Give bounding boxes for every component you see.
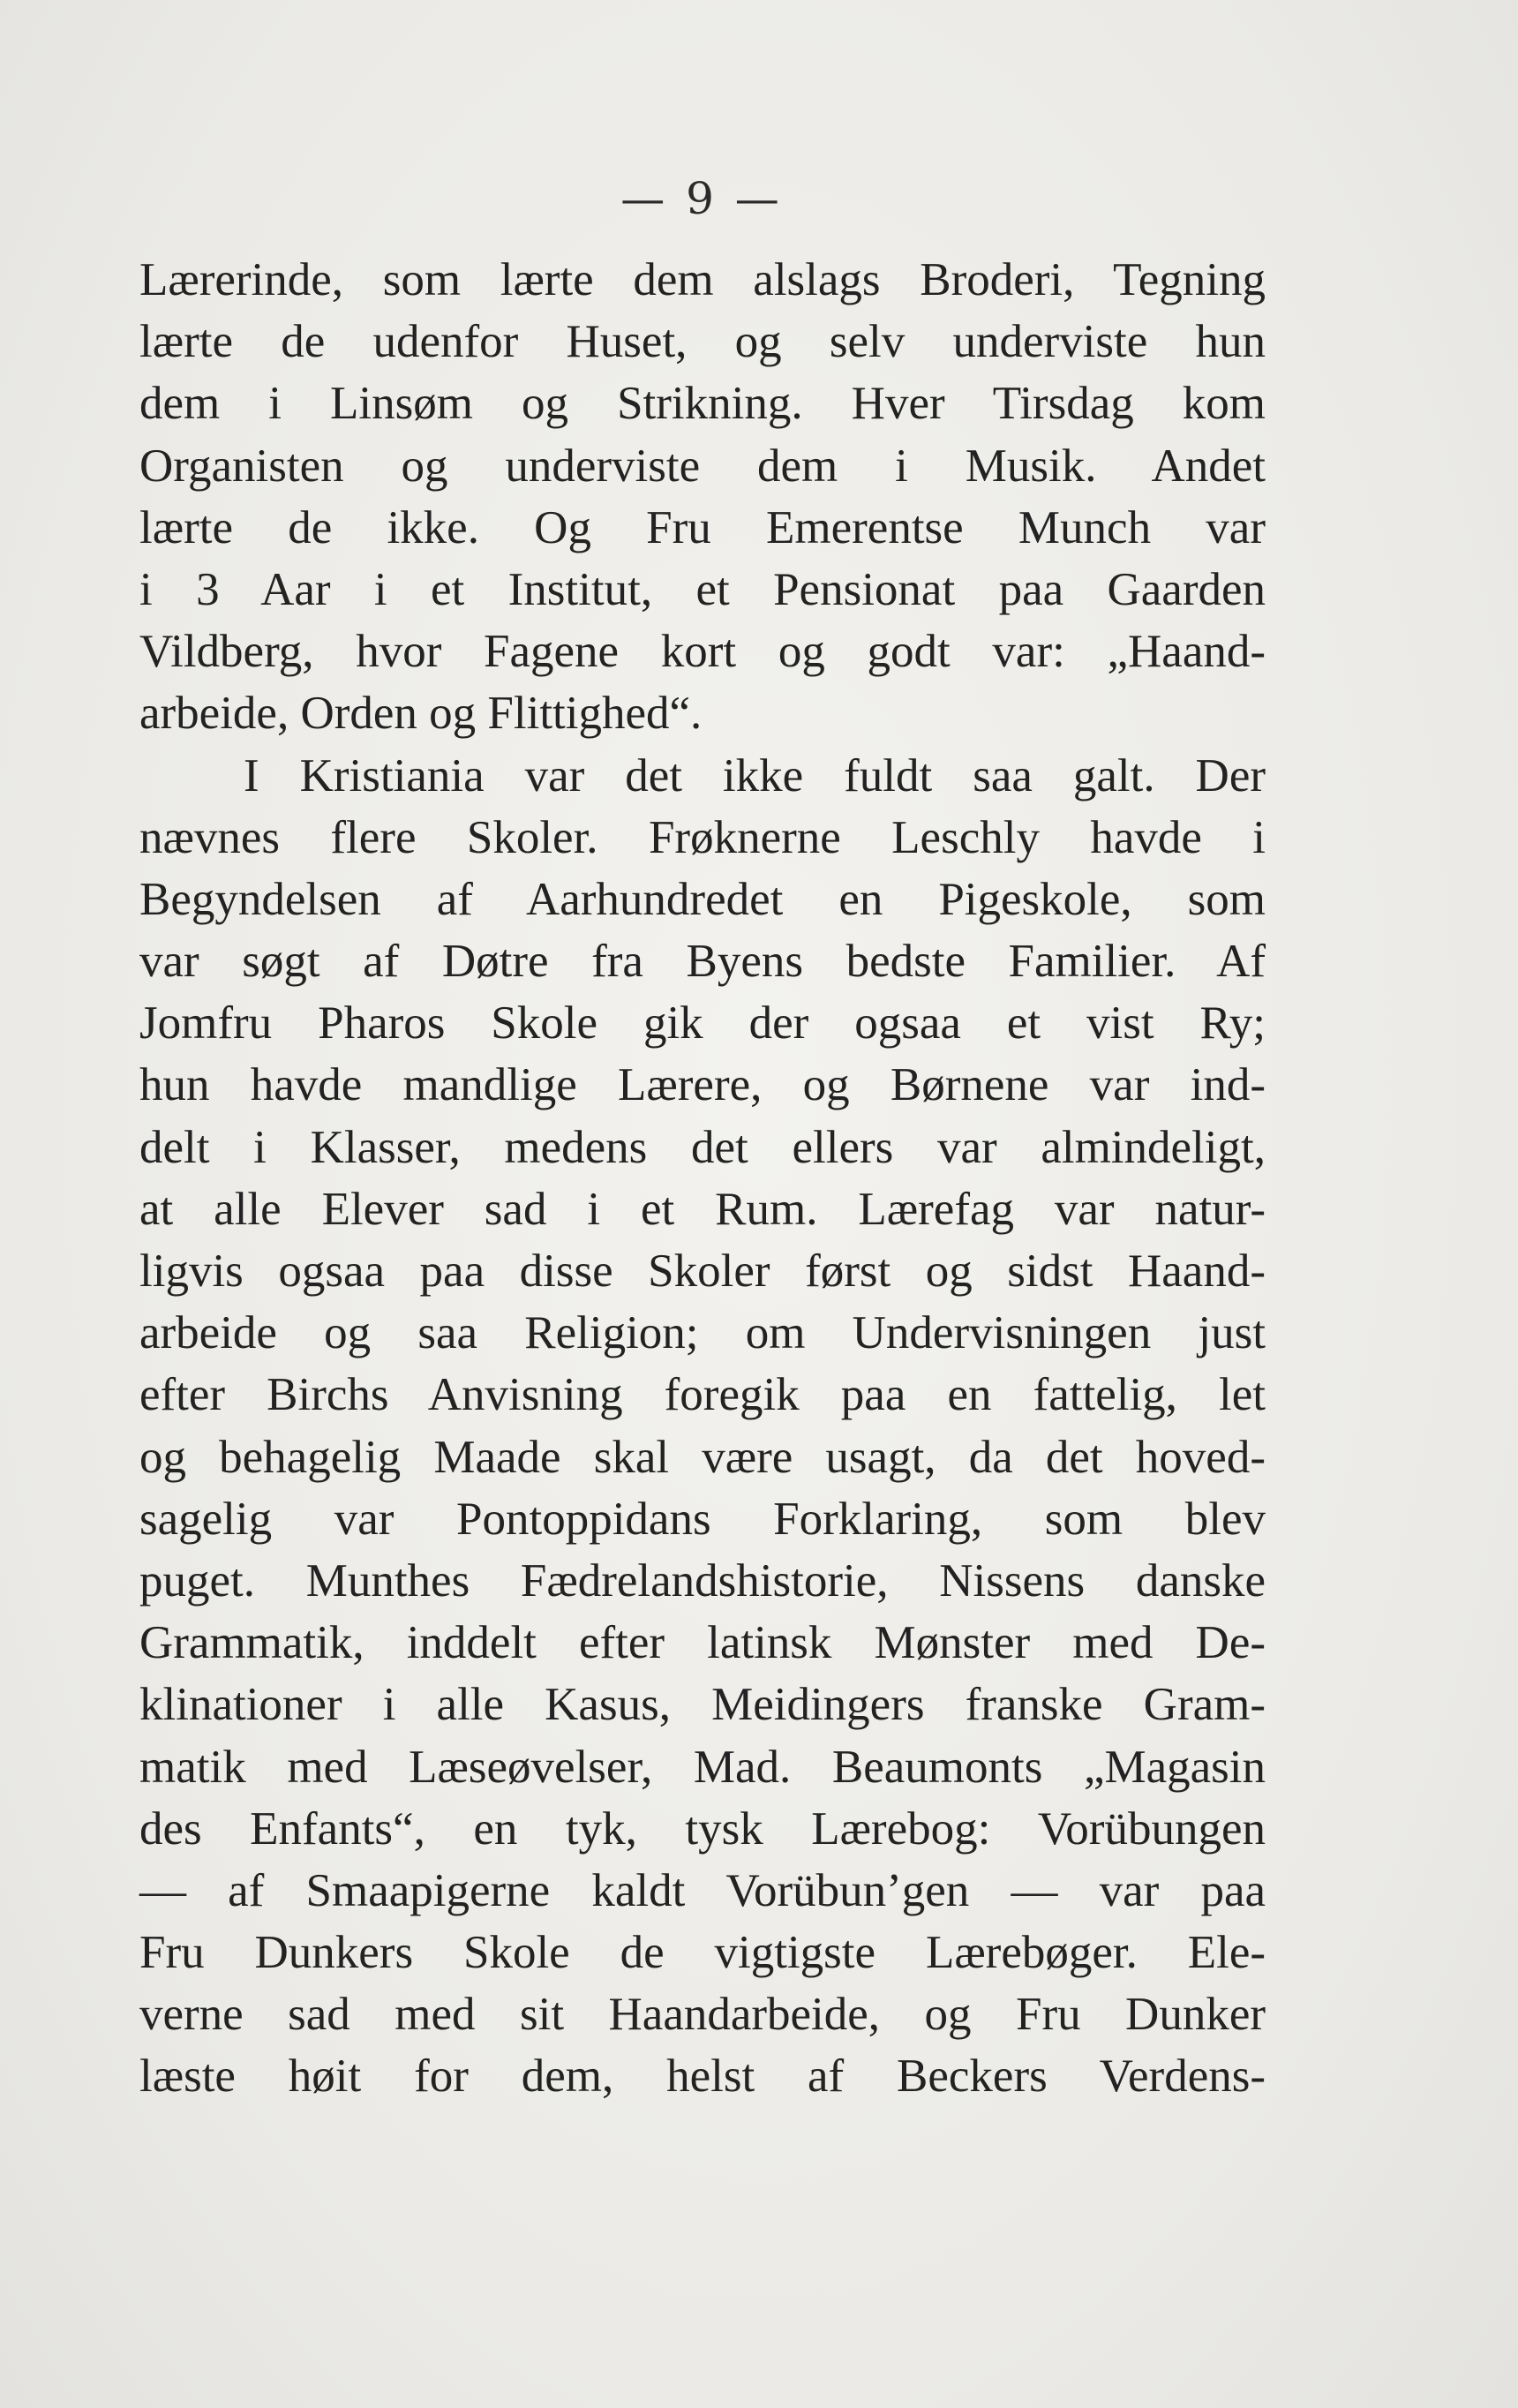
text-line: lærte de udenfor Huset, og selv underviste hun — [139, 316, 1266, 368]
text-line: Fru Dunkers Skole de vigtigste Lærebøger. Ele- — [139, 1927, 1266, 1979]
text-line: sagelig var Pontoppidans Forklaring, som blev — [139, 1493, 1266, 1545]
text-line: Begyndelsen af Aarhundredet en Pigeskole, som — [139, 873, 1266, 925]
text-line: verne sad med sit Haandarbeide, og Fru Dunker — [139, 1989, 1266, 2041]
text-line: efter Birchs Anvisning foregik paa en fattelig, let — [139, 1369, 1266, 1421]
page-number: — 9 — — [620, 173, 783, 224]
text-line: og behagelig Maade skal være usagt, da det hoved- — [139, 1431, 1266, 1483]
text-line: puget. Munthes Fædrelandshistorie, Nissens danske — [139, 1554, 1266, 1607]
text-line: at alle Elever sad i et Rum. Lærefag var natur- — [139, 1183, 1266, 1235]
text-line: arbeide og saa Religion; om Undervisningen just — [139, 1307, 1266, 1359]
text-line: I Kristiania var det ikke fuldt saa galt. Der — [244, 749, 1266, 801]
text-line: nævnes flere Skoler. Frøknerne Leschly havde i — [139, 811, 1266, 863]
text-line: matik med Læseøvelser, Mad. Beaumonts „Magasin — [139, 1741, 1266, 1793]
text-line: dem i Linsøm og Strikning. Hver Tirsdag kom — [139, 378, 1266, 430]
text-line: Lærerinde, som lærte dem alslags Broderi, Tegning — [139, 254, 1266, 305]
text-line: arbeide, Orden og Flittighed“. — [139, 688, 703, 740]
body-text — [139, 249, 1266, 2108]
text-line: lærte de ikke. Og Fru Emerentse Munch var — [139, 501, 1266, 553]
text-line: var søgt af Døtre fra Byens bedste Familier. Af — [139, 936, 1266, 988]
text-line: hun havde mandlige Lærere, og Børnene var ind- — [139, 1059, 1266, 1111]
text-line: delt i Klasser, medens det ellers var almindeligt, — [139, 1121, 1266, 1173]
text-line: des Enfants“, en tyk, tysk Lærebog: Vorübungen — [139, 1802, 1266, 1855]
text-line: — af Smaapigerne kaldt Vorübun’gen — var paa — [139, 1864, 1266, 1916]
text-line: klinationer i alle Kasus, Meidingers franske Gram- — [139, 1679, 1266, 1731]
text-line: læste høit for dem, helst af Beckers Verdens- — [139, 2051, 1266, 2103]
text-line: Vildberg, hvor Fagene kort og godt var: „Haand- — [139, 626, 1266, 678]
text-line: Jomfru Pharos Skole gik der ogsaa et vist Ry; — [139, 997, 1266, 1050]
text-line: ligvis ogsaa paa disse Skoler først og sidst Haand- — [139, 1245, 1266, 1297]
text-line: Grammatik, inddelt efter latinsk Mønster med De- — [139, 1617, 1266, 1669]
text-line: Organisten og underviste dem i Musik. Andet — [139, 440, 1266, 492]
text-line: i 3 Aar i et Institut, et Pensionat paa Gaarden — [139, 563, 1266, 615]
